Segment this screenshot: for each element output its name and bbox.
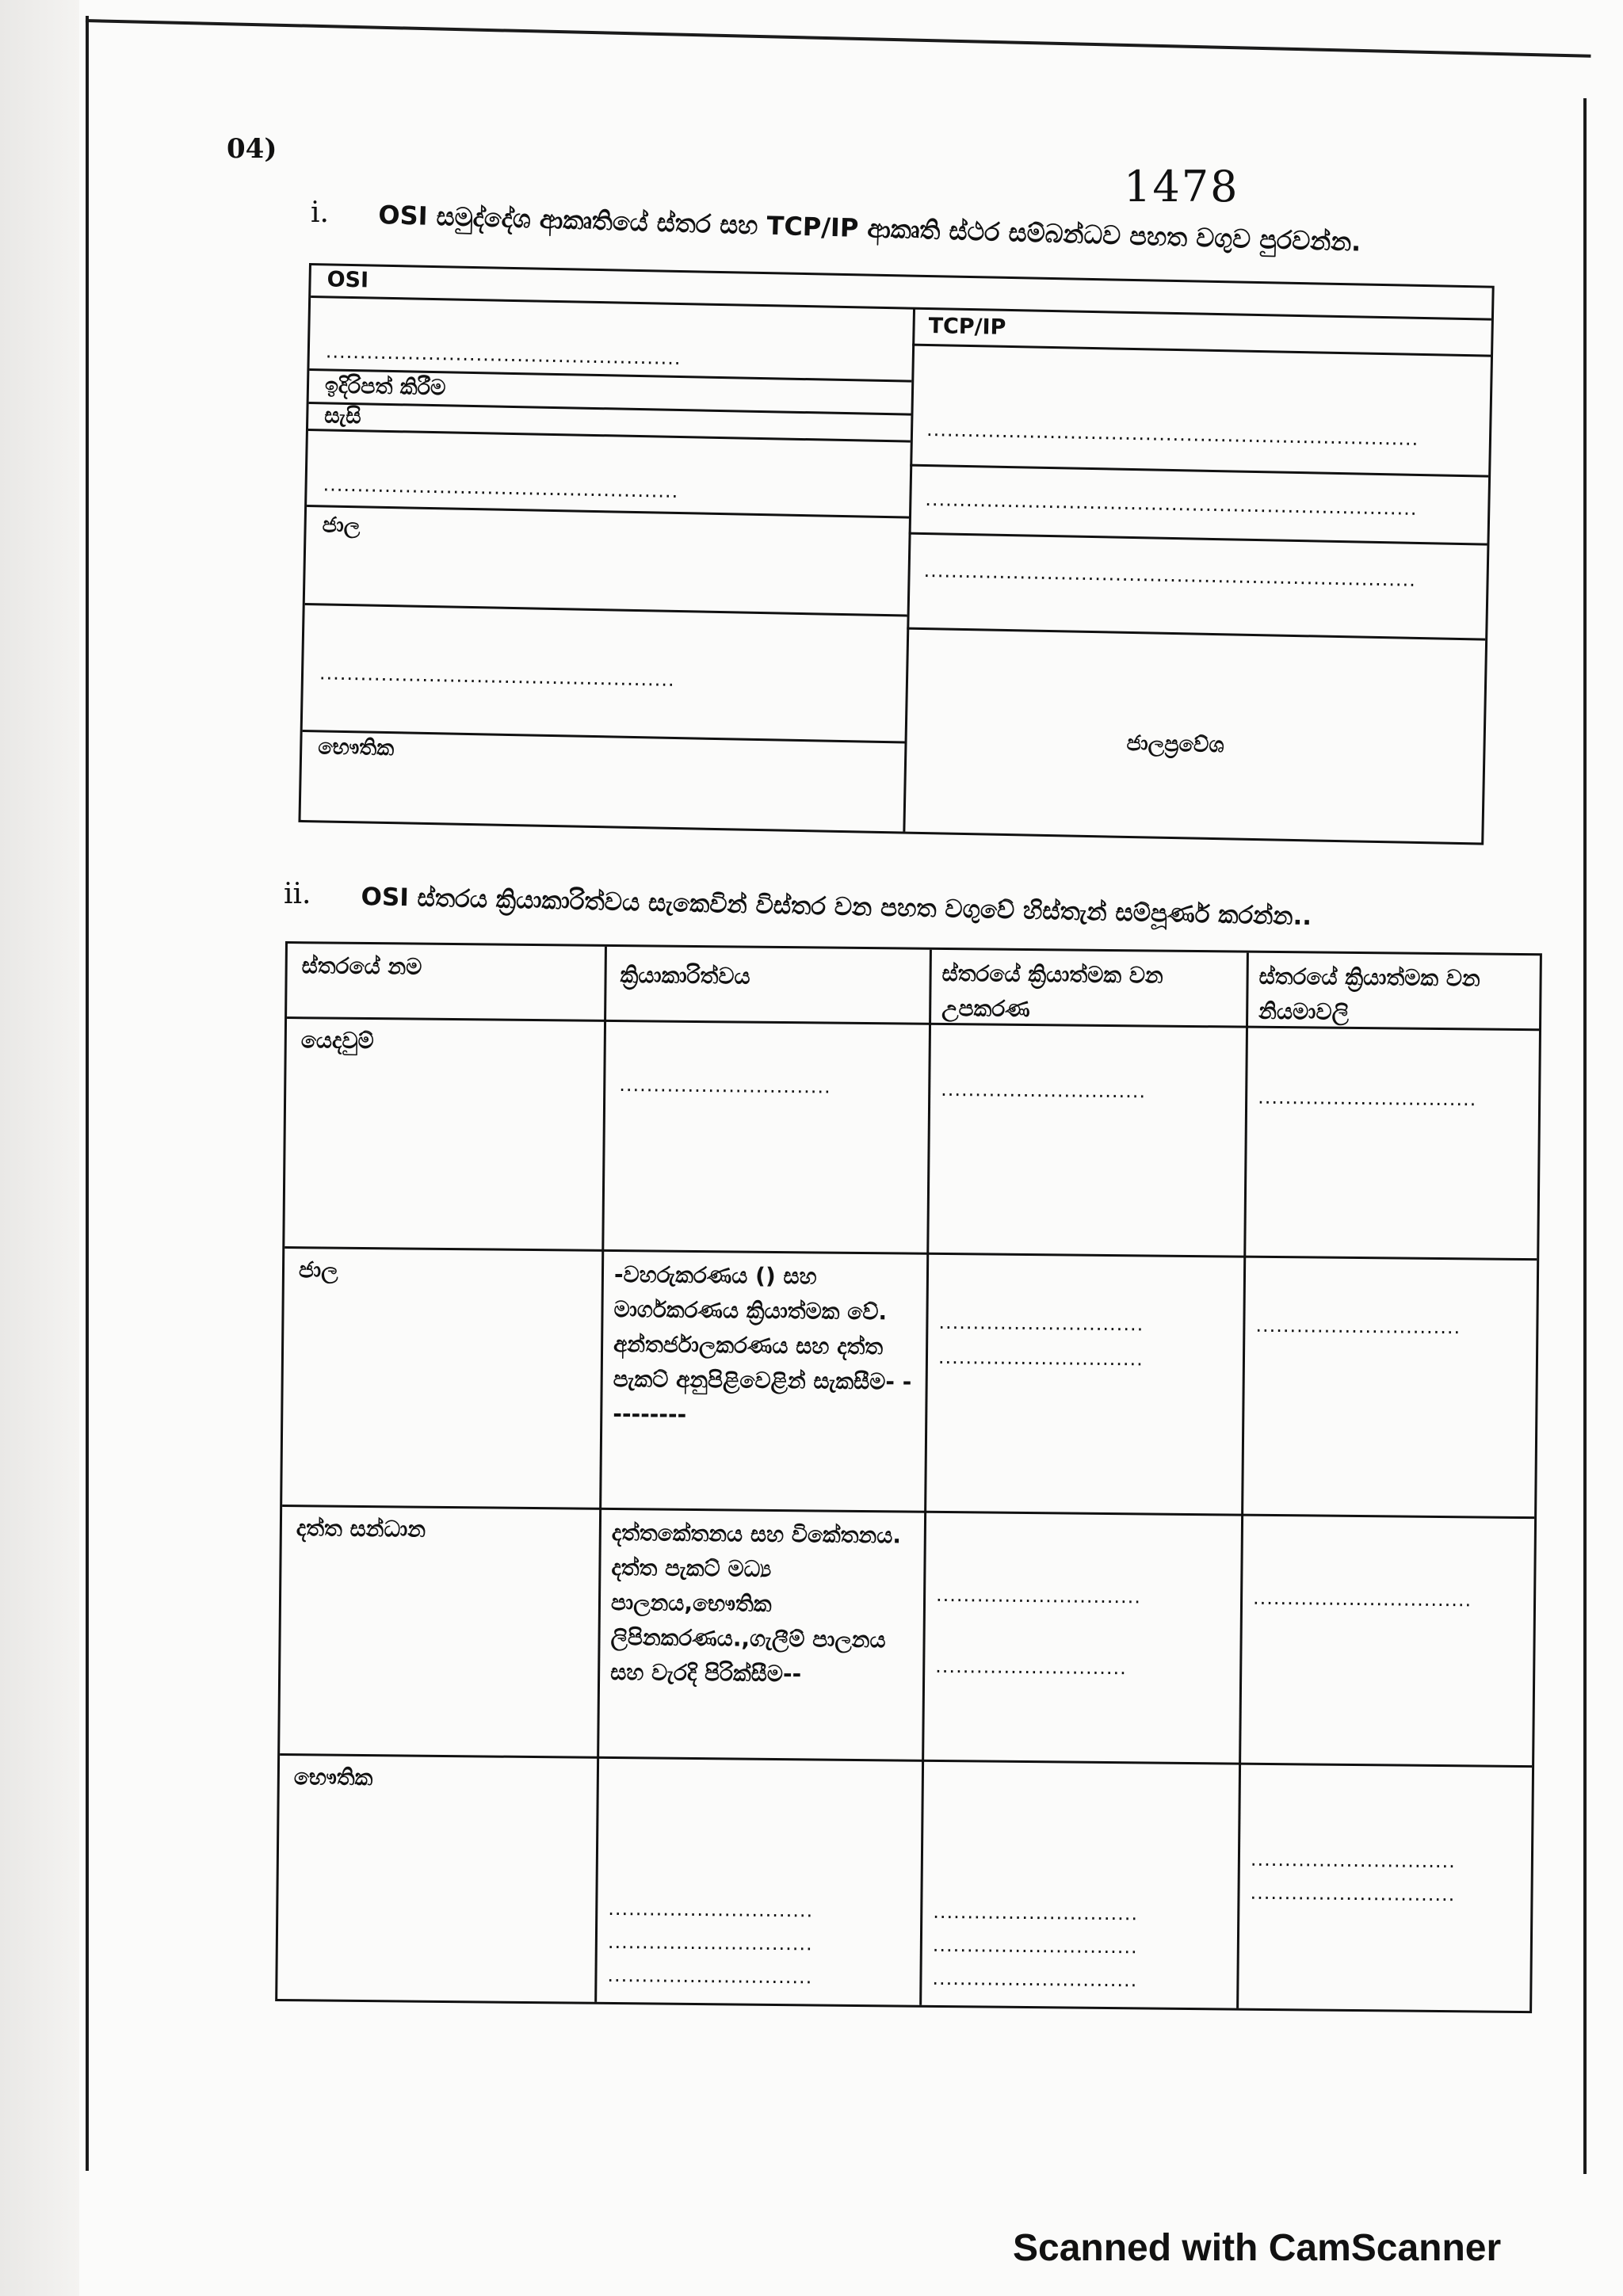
osi-presentation: ඉදිරිපත් කිරීම	[324, 373, 446, 401]
tcp-blank-3[interactable]: ........................................................................	[923, 559, 1417, 591]
row-datalink-devices-1[interactable]: ..............................	[935, 1583, 1142, 1608]
part-ii-instruction: OSI ස්තරය ක්‍රියාකාරිත්වය සැකෙවින් විස්තර වන පහත වගුවේ හිස්තැන් සම්පූර්ණ කරන්න..	[361, 883, 1312, 932]
osi-tcpip-table	[298, 263, 1494, 845]
osi-functions-table	[275, 941, 1542, 2013]
row-physical-protocols-1[interactable]: ..............................	[1250, 1848, 1456, 1873]
table-rule	[909, 532, 1487, 546]
header-protocols: ස්තරයේ ක්‍රියාත්මක වන නියමාවලි	[1258, 963, 1480, 1025]
tcp-network-access: ජාලප්‍රවේශ	[1126, 730, 1224, 758]
part-ii-label: ii.	[284, 878, 311, 910]
row-datalink-devices-2[interactable]: ............................	[935, 1654, 1127, 1680]
row-network-devices-1[interactable]: ..............................	[938, 1310, 1144, 1336]
table-rule	[309, 402, 911, 416]
row-network-devices-2[interactable]: ..............................	[938, 1345, 1144, 1371]
header-layer-name: ස්තරයේ නම	[301, 952, 422, 980]
osi-physical: භෞතික	[317, 734, 395, 761]
tcp-blank-1[interactable]: ........................................................................	[926, 418, 1419, 450]
row-network-protocols[interactable]: ..............................	[1255, 1314, 1461, 1339]
row-physical-protocols-2[interactable]: ..............................	[1250, 1881, 1456, 1906]
row-datalink-name: දත්ත සන්ධාන	[296, 1515, 426, 1543]
tcp-blank-2[interactable]: ........................................................................	[925, 487, 1418, 520]
page-frame-right	[1583, 98, 1587, 2174]
table-rule	[307, 505, 909, 519]
header-tcpip: TCP/IP	[928, 314, 1006, 340]
row-network-function: -වහරුකරණය () සහ මාර්ගකරණය ක්‍රියාත්මක වේ. අන්තර්ජාලකරණය සහ දත්ත පැකට් අනුපිළිවෙළින් සැකසීම- ---------	[613, 1261, 912, 1428]
table-column-divider	[919, 950, 932, 2005]
scan-left-edge	[0, 0, 79, 2296]
table-rule	[311, 296, 1491, 321]
part-i-instruction: OSI සමුද්දේශ ආකෘතියේ ස්තර සහ TCP/IP ආකෘති ස්ථර සම්බන්ධව පහත වගුව පුරවන්න.	[377, 200, 1361, 257]
header-osi: OSI	[327, 267, 369, 293]
table-column-divider	[903, 309, 915, 832]
row-application-name: යෙදවුම්	[300, 1027, 374, 1055]
osi-blank-3[interactable]: ....................................................	[319, 662, 675, 691]
table-column-divider	[594, 947, 607, 2002]
table-rule	[912, 344, 1491, 357]
table-rule	[280, 1753, 1532, 1768]
row-datalink-protocols[interactable]: ................................	[1252, 1586, 1472, 1611]
row-application-devices[interactable]: ..............................	[941, 1077, 1147, 1103]
table-rule	[282, 1505, 1534, 1519]
table-rule	[907, 627, 1485, 641]
header-devices: ස්තරයේ ක්‍රියාත්මක වන උපකරණ	[941, 959, 1163, 1023]
table-column-divider	[1236, 953, 1249, 2008]
row-physical-name: භෞතික	[293, 1764, 373, 1791]
row-physical-devices-1[interactable]: ..............................	[933, 1900, 1139, 1925]
question-number: 04)	[227, 133, 277, 165]
header-function: ක්‍රියාකාරිත්වය	[620, 962, 750, 990]
page-margin-line	[86, 16, 89, 2171]
table-rule	[285, 1246, 1537, 1261]
part-i-label: i.	[311, 196, 329, 229]
table-rule	[305, 603, 907, 617]
camscanner-watermark: Scanned with CamScanner	[1013, 2227, 1502, 2269]
row-physical-function-2[interactable]: ..............................	[607, 1930, 813, 1955]
row-physical-function-3[interactable]: ..............................	[607, 1963, 813, 1989]
row-physical-function-1[interactable]: ..............................	[608, 1897, 814, 1922]
table-rule	[308, 429, 911, 443]
row-application-protocols[interactable]: ................................	[1258, 1085, 1477, 1111]
table-rule	[910, 464, 1488, 478]
row-physical-devices-3[interactable]: ..............................	[932, 1966, 1138, 1992]
row-network-name: ජාල	[298, 1257, 338, 1283]
row-application-function[interactable]: ...............................	[619, 1074, 831, 1098]
row-physical-devices-2[interactable]: ..............................	[932, 1933, 1138, 1958]
osi-blank-2[interactable]: ....................................................	[323, 473, 679, 503]
osi-session: සැසි	[324, 403, 361, 429]
paper-code: 1478	[1124, 162, 1239, 212]
osi-blank-1[interactable]: ....................................................	[325, 340, 682, 370]
osi-network: ජාල	[322, 513, 361, 539]
row-datalink-function: දත්තකේතනය සහ විකේතනය. දත්ත පැකට් මධ්‍ය පාලනය,භෞතික ලිපිනකරණය.,ගැලීම් පාලනය සහ වැරදි පිරික්සීම--	[610, 1519, 902, 1688]
